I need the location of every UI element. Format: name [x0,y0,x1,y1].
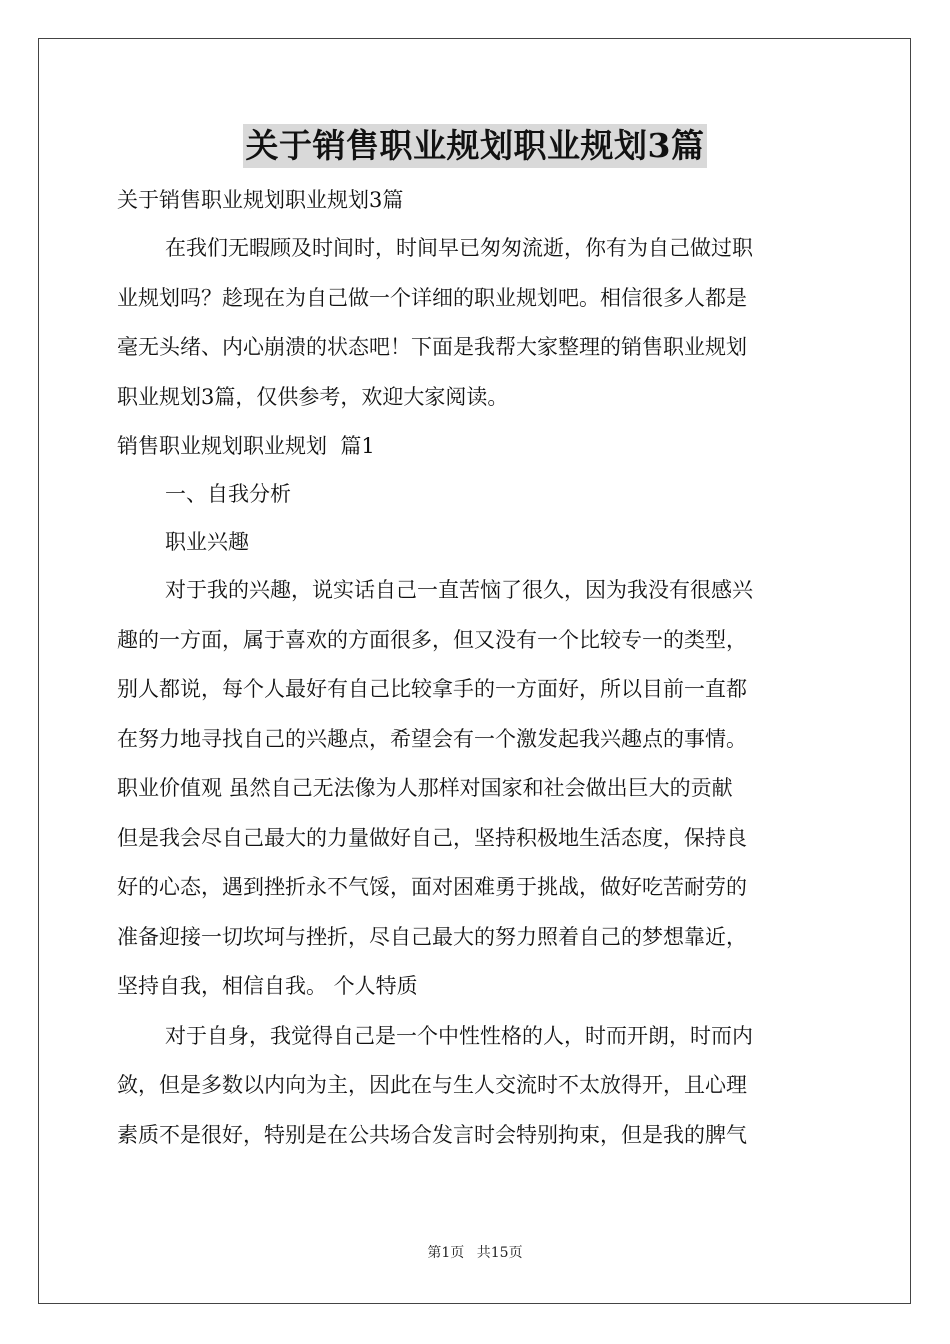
paragraph-line: 在努力地寻找自己的兴趣点，希望会有一个激发起我兴趣点的事情。 [117,726,747,751]
interest-paragraph [117,566,837,1012]
title-container [0,124,950,168]
section-heading: 销售职业规划职业规划 篇1 [117,434,375,458]
traits-paragraph [117,1012,837,1161]
paragraph-line: 但是我会尽自己最大的力量做好自己，坚持积极地生活态度，保持良 [117,825,747,850]
paragraph-line: 对于自身，我觉得自己是一个中性性格的人，时而开朗，时而内 [165,1023,753,1048]
document-title: 关于销售职业规划职业规划3篇 [243,124,708,168]
intro-paragraph [117,224,837,422]
page-number: 第1页 [427,1245,465,1261]
paragraph-line: 准备迎接一切坎坷与挫折，尽自己最大的努力照着自己的梦想靠近， [117,924,747,949]
paragraph-line: 业规划吗？趁现在为自己做一个详细的职业规划吧。相信很多人都是 [117,285,747,310]
paragraph-line: 素质不是很好，特别是在公共场合发言时会特别拘束，但是我的脾气 [117,1122,747,1147]
page-total: 共15页 [476,1245,523,1261]
heading-self-analysis: 一、自我分析 [165,482,291,506]
paragraph-line: 敛，但是多数以内向为主，因此在与生人交流时不太放得开，且心理 [117,1073,747,1097]
heading-career-interest: 职业兴趣 [165,530,249,554]
paragraph-line: 毫无头绪、内心崩溃的状态吧！下面是我帮大家整理的销售职业规划 [117,335,747,359]
page-footer [0,1242,950,1262]
paragraph-line: 对于我的兴趣，说实话自己一直苦恼了很久，因为我没有很感兴 [165,578,753,602]
paragraph-line: 坚持自我，相信自我。 个人特质 [117,974,418,998]
paragraph-line: 好的心态，遇到挫折永不气馁，面对困难勇于挑战，做好吃苦耐劳的 [117,875,747,899]
paragraph-line: 趣的一方面，属于喜欢的方面很多，但又没有一个比较专一的类型， [117,627,747,652]
paragraph-line: 职业价值观 虽然自己无法像为人那样对国家和社会做出巨大的贡献 [117,776,733,800]
document-subtitle: 关于销售职业规划职业规划3篇 [117,188,404,212]
paragraph-line: 在我们无暇顾及时间时，时间早已匆匆流逝，你有为自己做过职 [165,236,753,260]
paragraph-line: 职业规划3篇，仅供参考，欢迎大家阅读。 [117,384,509,409]
document-body [117,176,837,1160]
paragraph-line: 别人都说，每个人最好有自己比较拿手的一方面好，所以目前一直都 [117,677,747,701]
